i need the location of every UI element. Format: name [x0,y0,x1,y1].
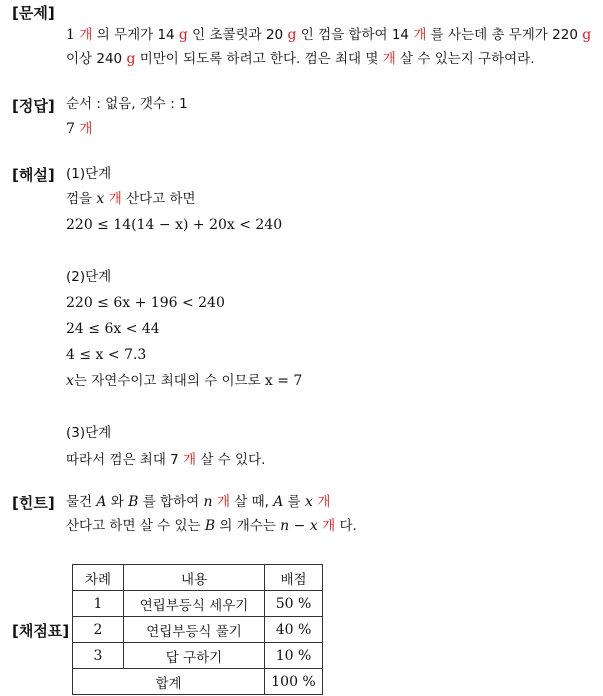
unit-gae: 개 [79,121,93,137]
text: 를 [283,494,305,510]
text: 껌을 [66,191,97,207]
text: 다. [335,518,357,534]
step-2-title: (2)단계 [66,269,112,285]
text: 의 무게가 14 [92,27,179,43]
text: 의 개수는 [215,518,281,534]
text: 는 자연수이고 최대의 수 이므로 [73,373,265,389]
text: 따라서 껌은 최대 7 [66,452,184,468]
section-label-rubric: [채점표] [12,622,70,640]
unit-g: g [178,27,188,43]
cell-total-label: 합계 [73,669,265,695]
header-points: 배점 [265,565,323,591]
math-var: x [305,494,313,510]
cell-order: 1 [73,591,124,617]
section-label-answer: [정답] [12,97,55,115]
cell-total-value: 100 % [265,669,323,695]
cell-content: 연립부등식 풀기 [124,617,265,643]
section-label-hint: [힌트] [12,494,55,512]
step-1-title: (1)단계 [66,166,112,182]
step-1-line-1 [66,190,196,208]
header-order: 차례 [73,565,124,591]
rubric-table [72,564,323,695]
answer-line-1: 순서 : 없음, 갯수 : 1 [66,96,188,112]
unit-gae: 개 [79,27,93,43]
unit-gae: 개 [413,27,427,43]
text: 1 [66,27,80,43]
table-total-row [73,669,323,695]
hint-line-2 [66,517,357,535]
text: 이상 240 [66,51,127,67]
unit-g: g [126,51,136,67]
step-3-line-1 [66,451,265,469]
text: 를 합하여 [138,494,204,510]
text: 살 수 있다. [196,452,266,468]
answer-line-2 [66,120,92,138]
table-row [73,643,323,669]
text: 산다고 하면 살 수 있는 [66,518,205,534]
table-row [73,617,323,643]
unit-g: g [287,27,297,43]
cell-content: 연립부등식 세우기 [124,591,265,617]
cell-points: 50 % [265,591,323,617]
table-row [73,591,323,617]
step-2-line-1: 220 ≤ 6x + 196 < 240 [66,295,225,311]
math-var: B [204,518,216,534]
step-3-title: (3)단계 [66,425,112,441]
section-label-problem: [문제] [12,4,55,22]
unit-g: g [582,27,592,43]
text: 인 껌을 합하여 14 [296,27,414,43]
math-var: A [96,494,107,510]
text: 물건 [66,494,97,510]
text: 살 때, [230,494,274,510]
cell-points: 40 % [265,617,323,643]
math-expr: x = 7 [264,373,303,389]
unit-gae: 개 [382,51,396,67]
section-label-explanation: [해설] [12,166,55,184]
math-var: x [96,191,105,207]
math-var: n [203,494,213,510]
cell-content: 답 구하기 [124,643,265,669]
math-var: x [66,373,74,389]
step-2-line-2: 24 ≤ 6x < 44 [66,321,160,337]
unit-gae: 개 [322,518,336,534]
text: 와 [106,494,129,510]
unit-gae: 개 [108,191,122,207]
step-1-inequality: 220 ≤ 14(14 − x) + 20x < 240 [66,217,283,233]
problem-line-1 [66,26,591,44]
step-2-line-4 [66,372,302,390]
problem-line-2 [66,50,535,68]
text: 인 초콜릿과 20 [187,27,288,43]
math-var: A [273,494,284,510]
text: 미만이 되도록 하려고 한다. 껌은 최대 몇 [135,51,383,67]
hint-line-1 [66,493,330,511]
unit-gae: 개 [317,494,331,510]
cell-order: 2 [73,617,124,643]
unit-gae: 개 [216,494,230,510]
math-var: B [128,494,139,510]
table-header-row [73,565,323,591]
unit-gae: 개 [183,452,197,468]
math-expr: n − x [280,518,318,534]
step-2-line-3: 4 ≤ x < 7.3̇ [66,347,147,363]
text: 산다고 하면 [121,191,196,207]
cell-order: 3 [73,643,124,669]
text: 를 사는데 총 무게가 220 [426,27,583,43]
header-content: 내용 [124,565,265,591]
cell-points: 10 % [265,643,323,669]
text: 7 [66,121,80,137]
text: 살 수 있는지 구하여라. [395,51,535,67]
